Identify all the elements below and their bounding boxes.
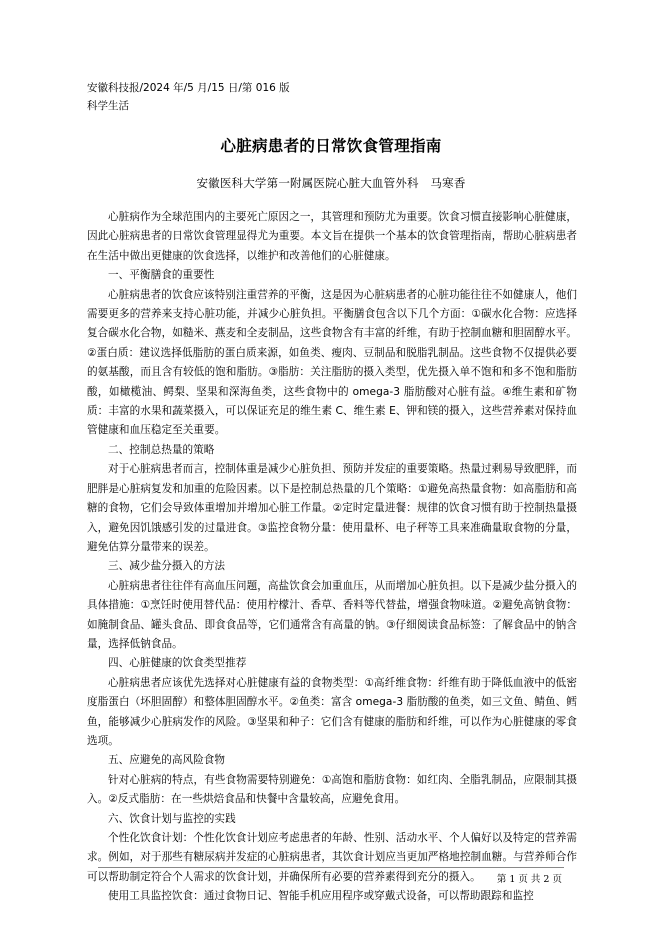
section-heading: 五、应避免的高风险食物	[108, 754, 226, 767]
body-paragraph: 心脏病患者应该优先选择对心脏健康有益的食物类型：①高纤维食物：纤维有助于降低血液中的低密度脂蛋白（坏胆固醇）和整体胆固醇水平。②鱼类：富含 omega-3 脂肪酸的鱼类，如三文鱼、鲭鱼、鳕鱼，能够减少心脏病发作的风险。③坚果和种子：它们含有健康的脂肪和纤维，可以作为心脏健康的零食选项。	[87, 676, 577, 747]
intro-paragraph: 心脏病作为全球范围内的主要死亡原因之一，其管理和预防尤为重要。饮食习惯直接影响心脏健康，因此心脏病患者的日常饮食管理显得尤为重要。本文旨在提供一个基本的饮食管理指南，帮助心脏病患者在生活中做出更健康的饮食选择，以维护和改善他们的心脏健康。	[87, 211, 577, 262]
body-paragraph: 个性化饮食计划：个性化饮食计划应考虑患者的年龄、性别、活动水平、个人偏好以及特定的营养需求。例如，对于那些有糖尿病并发症的心脏病患者，其饮食计划应当更加严格地控制血糖。与营养师合作可以帮助制定符合个人需求的饮食计划，并确保所有必要的营养素得到充分的摄入。	[87, 832, 577, 883]
section-heading: 三、减少盐分摄入的方法	[108, 560, 226, 573]
article-author: 安徽医科大学第一附属医院心脏大血管外科 马寒香	[196, 176, 466, 190]
body-paragraph: 对于心脏病患者而言，控制体重是减少心脏负担、预防并发症的重要策略。热量过剩易导致肥胖，而肥胖是心脏病复发和加重的危险因素。以下是控制总热量的几个策略：①避免高热量食物：如高脂肪和高糖的食物，它们会导致体重增加并增加心脏工作量。②定时定量进餐：规律的饮食习惯有助于控制热量摄入，避免因饥饿感引发的过量进食。③监控食物分量：使用量杯、电子秤等工具来准确量取食物的分量，避免估算分量带来的误差。	[87, 463, 577, 553]
article-body	[87, 208, 577, 907]
body-paragraph: 使用工具监控饮食：通过食物日记、智能手机应用程序或穿戴式设备，可以帮助跟踪和监控	[108, 890, 534, 903]
section-heading: 四、心脏健康的饮食类型推荐	[108, 657, 247, 670]
section-label: 科学生活	[87, 100, 129, 112]
body-paragraph: 针对心脏病的特点，有些食物需要特别避免：①高饱和脂肪食物：如红肉、全脂乳制品，应限制其摄入。②反式脂肪：在一些烘焙食品和快餐中含量较高，应避免食用。	[87, 773, 577, 806]
section-heading: 六、饮食计划与监控的实践	[108, 812, 236, 825]
source-line: 安徽科技报/2024 年/5 月/15 日/第 016 版	[87, 82, 290, 94]
body-paragraph: 心脏病患者的饮食应该特别注重营养的平衡，这是因为心脏病患者的心脏功能往往不如健康人，他们需要更多的营养来支持心脏功能，并减少心脏负担。平衡膳食包含以下几个方面：①碳水化合物：应选择复合碳水化合物，如糙米、燕麦和全麦制品，这些食物含有丰富的纤维，有助于控制血糖和胆固醇水平。②蛋白质：建议选择低脂肪的蛋白质来源，如鱼类、瘦肉、豆制品和脱脂乳制品。这些食物不仅提供必要的氨基酸，而且含有较低的饱和脂肪。③脂肪：关注脂肪的摄入类型，优先摄入单不饱和和多不饱和脂肪酸，如橄榄油、鳄梨、坚果和深海鱼类，这些食物中的 omega-3 脂肪酸对心脏有益。④维生素和矿物质：丰富的水果和蔬菜摄入，可以保证充足的维生素 C、维生素 E、钾和镁的摄入，这些营养素对保持血管健康和血压稳定至关重要。	[87, 288, 577, 437]
section-heading: 一、平衡膳食的重要性	[108, 269, 215, 282]
section-heading: 二、控制总热量的策略	[108, 443, 215, 456]
article-title: 心脏病患者的日常饮食管理指南	[220, 137, 442, 155]
body-paragraph: 心脏病患者往往伴有高血压问题，高盐饮食会加重血压，从而增加心脏负担。以下是减少盐分摄入的具体措施：①烹饪时使用替代品：使用柠檬汁、香草、香料等代替盐，增强食物味道。②避免高钠食物：如腌制食品、罐头食品、即食食品等，它们通常含有高量的钠。③仔细阅读食品标签：了解食品中的钠含量，选择低钠食品。	[87, 579, 577, 650]
footer-divider	[98, 867, 564, 868]
page-number: 第 1 页 共 2 页	[496, 874, 562, 885]
